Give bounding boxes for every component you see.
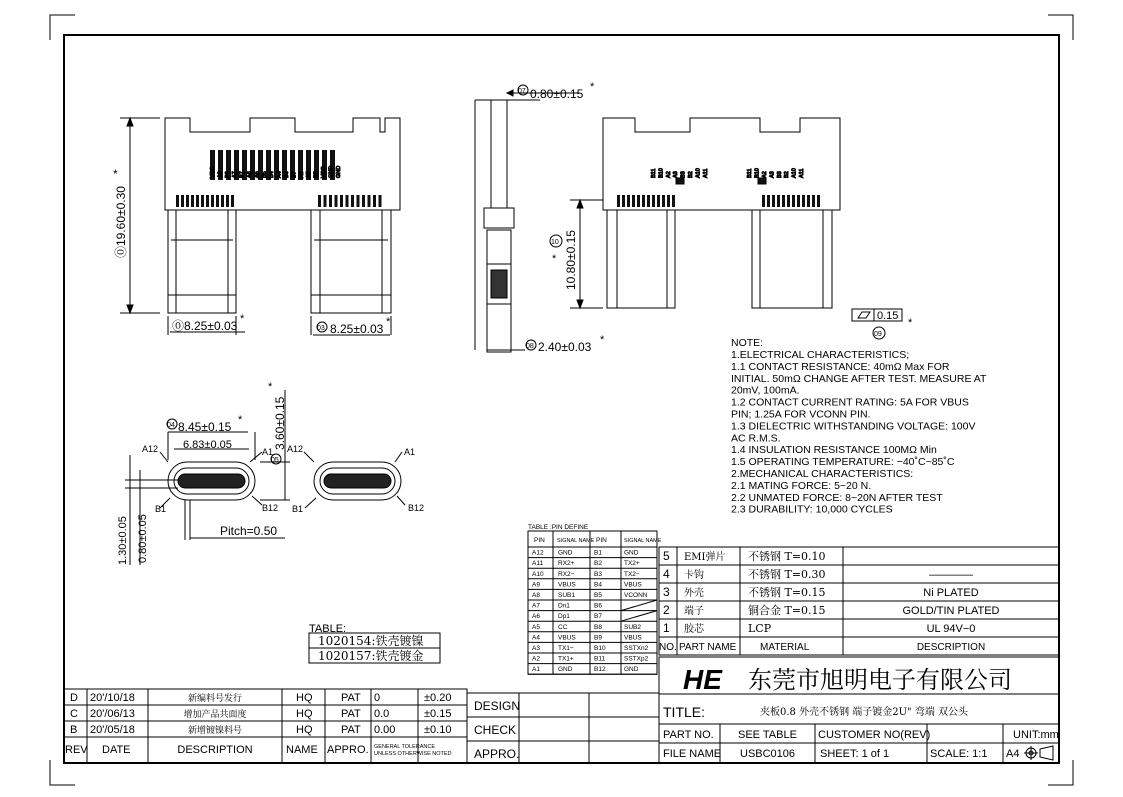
company-name: 东莞市旭明电子有限公司 xyxy=(748,666,1012,694)
front-pin-label: A6 xyxy=(298,171,305,178)
back-lead xyxy=(782,195,785,207)
back-lead xyxy=(647,195,650,207)
scale-label: SCALE: 1:1 xyxy=(930,748,988,760)
note-line: 1.2 CONTACT CURRENT RATING: 5A FOR VBUS xyxy=(731,396,969,409)
rev-tol: ±0.15 xyxy=(424,708,452,720)
front-lead xyxy=(216,195,219,207)
note-line: PIN; 1.25A FOR VCONN PIN. xyxy=(731,408,871,421)
pin-header: SIGNAL NAME xyxy=(624,538,662,544)
size-label: A4 xyxy=(1006,748,1020,760)
pin-cell: B8 xyxy=(594,623,602,631)
pin-cell: A12 xyxy=(532,549,544,557)
rev-range: 0.00 xyxy=(374,724,396,736)
appro-label: APPRO. xyxy=(474,747,520,761)
back-pin-label: B2 xyxy=(688,171,694,178)
note-line: 2.2 UNMATED FORCE: 8~20N AFTER TEST xyxy=(731,491,943,504)
front-lead xyxy=(206,195,209,207)
side-bottom-dim: 2.40±0.03 xyxy=(538,340,592,354)
star-flatness: * xyxy=(908,317,913,329)
front-pin-label: B6 xyxy=(284,171,290,178)
bom-part: 卡钩 xyxy=(684,570,704,581)
pin-header: SIGNAL NAME xyxy=(557,538,595,544)
front-lead xyxy=(196,195,199,207)
socket-label-a12-r: A12 xyxy=(287,444,304,454)
pin-cell: TX2+ xyxy=(624,560,640,568)
front-lead xyxy=(362,195,365,207)
pin-cell: B2 xyxy=(594,560,602,568)
front-lead xyxy=(340,195,343,207)
front-pin-label: A6 xyxy=(247,171,253,178)
back-lead xyxy=(767,195,770,207)
bom-no: 1 xyxy=(663,621,670,635)
rev-name: HQ xyxy=(296,692,313,704)
pin-cell: B6 xyxy=(594,602,602,610)
back-lead xyxy=(762,195,765,207)
front-lead xyxy=(335,195,338,207)
pin-cell: B11 xyxy=(594,655,606,663)
title-value: 夹板0.8 外壳不锈钢 端子镀金2U" 弯端 双公头 xyxy=(760,707,969,718)
front-pin-label: A5 xyxy=(306,171,313,178)
back-height-dim: 10.80±0.15 xyxy=(564,230,578,290)
rev-range: 0 xyxy=(374,692,381,704)
star-back: * xyxy=(552,253,557,265)
socket-label-b12-r: B12 xyxy=(408,503,425,513)
front-pin-label: B4 xyxy=(269,171,276,178)
back-lead xyxy=(792,195,795,207)
front-pin-label: VCC xyxy=(210,166,216,178)
back-lead xyxy=(637,195,640,207)
back-pin-label: A10 xyxy=(791,168,798,178)
pin-cell: B4 xyxy=(594,581,602,589)
star-side-top: * xyxy=(590,81,595,93)
back-lead xyxy=(802,195,805,207)
front-lead xyxy=(318,195,321,207)
bom-material: LCP xyxy=(748,622,772,635)
front-pin-label: B5 xyxy=(261,171,268,178)
pin-cell: A4 xyxy=(532,634,540,642)
balloon-07-text: 07 xyxy=(518,88,526,95)
pin-cell: RX2+ xyxy=(558,560,575,568)
bom-no: 5 xyxy=(663,549,670,563)
rev-header-name: NAME xyxy=(286,744,318,756)
pin-cell: VCONN xyxy=(624,592,648,599)
pin-cell: GND xyxy=(624,666,639,674)
bom-header-no: NO. xyxy=(659,642,677,653)
note-line: 1.1 CONTACT RESISTANCE: 40mΩ Max FOR xyxy=(731,360,950,373)
pin-cell: A6 xyxy=(532,613,540,621)
pin-cell: VBUS xyxy=(558,634,576,642)
rev-date: 20'/06/13 xyxy=(90,708,135,720)
rev-header-tol2: UNLESS OTHERWISE NOTED xyxy=(374,751,452,757)
back-pin-label: B2 xyxy=(784,171,791,178)
bom-no: 3 xyxy=(663,585,670,599)
rev-header-rev: REV xyxy=(65,744,88,756)
file-name-value: USBC0106 xyxy=(740,748,796,760)
front-width-left: ⓪8.25±0.03 xyxy=(172,319,238,333)
company-logo: HE xyxy=(683,664,722,695)
note-line: 1.3 DIELECTRIC WITHSTANDING VOLTAGE: 100V xyxy=(731,420,976,433)
notes-title: NOTE: xyxy=(731,337,764,349)
back-lead xyxy=(642,195,645,207)
star-socket-w: * xyxy=(238,414,243,426)
back-lead xyxy=(772,195,775,207)
back-lead xyxy=(812,195,815,207)
back-pin-label: B11 xyxy=(651,168,657,178)
pin-cell: A8 xyxy=(532,592,540,599)
note-line: 1.ELECTRICAL CHARACTERISTICS; xyxy=(731,349,910,361)
note-line: 2.MECHANICAL CHARACTERISTICS: xyxy=(731,468,914,480)
back-pin-label: B10 xyxy=(658,168,665,178)
front-lead xyxy=(351,195,354,207)
file-name-label: FILE NAME xyxy=(663,748,722,760)
rev-appro: PAT xyxy=(341,692,361,704)
front-pin-label: B7 xyxy=(291,171,298,178)
front-pin-label: B8 xyxy=(224,171,231,178)
pin-cell: CC xyxy=(558,623,568,631)
customer-label: CUSTOMER NO(REV) xyxy=(818,729,931,741)
part-no-label: PART NO. xyxy=(663,729,714,741)
back-pin-label: A11 xyxy=(702,168,709,178)
balloon-03-text: 03 xyxy=(317,325,325,332)
front-pin-label: A7 xyxy=(232,171,239,178)
back-pin-label: A2 xyxy=(665,171,672,178)
pin-cell: A2 xyxy=(532,655,540,663)
bom-desc: ———— xyxy=(929,569,973,581)
front-lead xyxy=(231,195,234,207)
sheet-label: SHEET: 1 of 1 xyxy=(820,748,890,760)
front-height-dim: ⓪19.60±0.30 xyxy=(114,186,128,258)
rev-tol: ±0.20 xyxy=(424,692,452,704)
rev-header-appro: APPRO. xyxy=(327,744,369,756)
front-lead xyxy=(357,195,360,207)
note-line: 2.3 DURABILITY: 10,000 CYCLES xyxy=(731,503,893,516)
back-lead xyxy=(662,195,665,207)
front-pin-label: GND xyxy=(335,165,342,178)
back-lead xyxy=(672,195,675,207)
rev-header-date: DATE xyxy=(102,744,131,756)
back-pin-label: A11 xyxy=(799,168,805,178)
rev-letter: D xyxy=(70,692,78,704)
rev-appro: PAT xyxy=(341,724,361,736)
front-pin-label: VCC xyxy=(321,166,327,178)
socket-label-a1-r: A1 xyxy=(404,447,416,457)
pin-header: PIN xyxy=(596,537,607,544)
bom-material: 不锈钢 T=0.10 xyxy=(748,550,826,563)
rev-header-desc: DESCRIPTION xyxy=(177,744,253,756)
pin-cell: RX2− xyxy=(558,570,575,578)
note-line: INITIAL. 50mΩ CHANGE AFTER TEST. MEASURE AT xyxy=(731,372,987,385)
bom-header-part: PART NAME xyxy=(679,642,737,653)
unit-label: UNIT:mm xyxy=(1013,729,1059,741)
front-lead xyxy=(379,195,382,207)
back-lead xyxy=(777,195,780,207)
balloon-10-text: 10 xyxy=(551,239,559,246)
rev-range: 0.0 xyxy=(374,708,390,720)
front-height-star: * xyxy=(113,167,118,181)
pin-table-title: TABLE :PIN DEFINE xyxy=(528,524,589,531)
back-lead xyxy=(622,195,625,207)
socket-width-outer: 8.45±0.15 xyxy=(178,420,232,434)
socket-pitch: Pitch=0.50 xyxy=(220,524,278,538)
bom-material: 铜合金 T=0.15 xyxy=(748,604,826,617)
note-line: 2.1 MATING FORCE: 5~20 N. xyxy=(731,479,872,492)
note-line: 1.4 INSULATION RESISTANCE 100MΩ Min xyxy=(731,444,937,457)
back-pin-label: A10 xyxy=(695,168,702,178)
pin-cell: TX2− xyxy=(624,570,640,578)
bom-part: 胶芯 xyxy=(684,624,704,635)
star-left: * xyxy=(240,313,245,325)
bom-desc: Ni PLATED xyxy=(923,587,979,599)
pin-cell: SUB1 xyxy=(558,592,575,599)
back-lead xyxy=(667,195,670,207)
front-lead xyxy=(329,195,332,207)
rev-desc: 增加产品共面度 xyxy=(183,710,247,720)
back-pin-label: B10 xyxy=(754,168,761,178)
pin-cell: VBUS xyxy=(624,634,642,642)
balloon-04-text: 04 xyxy=(167,422,175,429)
bom-header-material: MATERIAL xyxy=(760,642,810,653)
back-pin-label: A2 xyxy=(762,171,768,178)
socket-label-a12: A12 xyxy=(142,444,159,454)
back-pin-label: B3 xyxy=(776,171,783,178)
pin-cell: A5 xyxy=(532,623,540,631)
pin-cell: Dn1 xyxy=(558,602,570,610)
part-no-value: SEE TABLE xyxy=(738,729,797,741)
front-lead xyxy=(226,195,229,207)
note-line: 1.5 OPERATING TEMPERATURE: −40˚C~85˚C xyxy=(731,456,955,469)
note-line: AC R.M.S. xyxy=(731,432,781,445)
pin-cell: VBUS xyxy=(624,581,642,589)
bom-desc: GOLD/TIN PLATED xyxy=(902,605,1000,617)
back-lead xyxy=(627,195,630,207)
back-lead xyxy=(807,195,810,207)
pin-cell: A1 xyxy=(532,666,540,674)
pin-cell: A9 xyxy=(532,581,540,589)
front-lead xyxy=(373,195,376,207)
bom-no: 4 xyxy=(663,567,670,581)
front-lead xyxy=(186,195,189,207)
pin-cell: B12 xyxy=(594,666,606,674)
front-pin-label: GND xyxy=(328,165,335,178)
back-lead xyxy=(632,195,635,207)
socket-height: 3.60±0.15 xyxy=(273,396,287,450)
pin-cell: GND xyxy=(558,666,573,674)
front-lead xyxy=(346,195,349,207)
pin-cell: TX1+ xyxy=(558,655,574,663)
rev-header-tol1: GENERAL TOLERANCE xyxy=(374,744,436,750)
back-lead xyxy=(797,195,800,207)
back-pin-label: A3 xyxy=(769,171,776,178)
back-flatness: 0.15 xyxy=(877,310,899,322)
front-lead xyxy=(324,195,327,207)
bom-material: 不锈钢 T=0.15 xyxy=(748,586,826,599)
pin-cell: B7 xyxy=(594,613,602,621)
front-pin-label: A4 xyxy=(276,171,283,178)
pin-cell: B5 xyxy=(594,592,602,599)
pin-cell: A10 xyxy=(532,570,544,578)
front-lead xyxy=(368,195,371,207)
bom-material: 不锈钢 T=0.30 xyxy=(748,568,826,581)
pin-cell: A11 xyxy=(532,560,544,568)
star-socket-h: * xyxy=(268,381,273,393)
bom-desc: UL 94V−0 xyxy=(926,623,976,635)
bom-no: 2 xyxy=(663,603,670,617)
pin-cell: SSTXn2 xyxy=(624,645,649,652)
rev-letter: B xyxy=(70,724,78,736)
front-width-right: 8.25±0.03 xyxy=(330,322,384,336)
front-pin-label: B5 xyxy=(313,171,320,178)
side-thickness-dim: 0.80±0.15 xyxy=(530,87,584,101)
front-lead xyxy=(221,195,224,207)
plating-row-2: 1020157:铁壳镀金 xyxy=(318,649,424,663)
rev-desc: 新增镀镍料号 xyxy=(187,726,243,736)
back-lead xyxy=(657,195,660,207)
pin-cell: B9 xyxy=(594,634,602,642)
pin-header: PIN xyxy=(534,537,545,544)
back-pin-label: B11 xyxy=(747,168,754,178)
note-line: 20mV, 100mA. xyxy=(731,384,800,397)
design-label: DESIGN xyxy=(474,699,521,713)
balloon-09-text: 09 xyxy=(874,331,882,338)
front-lead xyxy=(176,195,179,207)
front-pin-label: A8 xyxy=(217,171,224,178)
socket-label-b12: B12 xyxy=(262,503,279,513)
pin-cell: GND xyxy=(624,549,639,557)
socket-label-a1: A1 xyxy=(262,447,274,457)
plating-row-1: 1020154:铁壳镀镍 xyxy=(318,634,424,648)
star-right: * xyxy=(386,316,391,328)
pin-cell: GND xyxy=(558,549,573,557)
front-pin-label: A5 xyxy=(254,171,261,178)
pin-cell: B10 xyxy=(594,645,606,652)
title-label: TITLE: xyxy=(663,704,706,720)
rev-date: 20'/05/18 xyxy=(90,724,135,736)
socket-dim-b: 0.80±0.05 xyxy=(137,514,149,563)
pin-cell: SSTXp2 xyxy=(624,655,649,663)
back-lead xyxy=(652,195,655,207)
bom-header-desc: DESCRIPTION xyxy=(916,642,986,653)
rev-name: HQ xyxy=(296,724,313,736)
socket-dim-a: 1.30±0.05 xyxy=(117,516,129,565)
front-lead xyxy=(211,195,214,207)
socket-width-inner: 6.83±0.05 xyxy=(183,439,232,451)
balloon-08-text: 08 xyxy=(526,343,534,350)
pin-cell: Dp1 xyxy=(558,613,570,621)
plating-table-title: TABLE: xyxy=(309,623,347,635)
rev-letter: C xyxy=(70,708,78,720)
bom-part: 端子 xyxy=(684,606,704,617)
pin-cell: SUB2 xyxy=(624,623,641,631)
rev-desc: 新编料号发行 xyxy=(187,694,243,704)
bom-part: EMI弹片 xyxy=(684,552,726,563)
socket-label-b1: B1 xyxy=(155,504,167,514)
front-lead xyxy=(181,195,184,207)
pin-cell: A7 xyxy=(532,602,540,610)
back-lead xyxy=(817,195,820,207)
rev-name: HQ xyxy=(296,708,313,720)
back-pin-label: A3 xyxy=(673,171,680,178)
pin-cell: B3 xyxy=(594,570,602,578)
back-lead xyxy=(787,195,790,207)
back-pin-label: B3 xyxy=(680,171,687,178)
star-side-bottom: * xyxy=(600,334,605,346)
pin-cell: A3 xyxy=(532,645,540,652)
pin-cell: TX1− xyxy=(558,645,574,652)
check-label: CHECK xyxy=(474,723,517,737)
front-pin-label: B7 xyxy=(239,171,246,178)
pin-cell: VBUS xyxy=(558,581,576,589)
back-lead xyxy=(617,195,620,207)
rev-tol: ±0.10 xyxy=(424,724,452,736)
bom-part: 外壳 xyxy=(684,588,704,599)
front-lead xyxy=(191,195,194,207)
balloon-05-text: 05 xyxy=(271,457,279,464)
socket-label-b1-r: B1 xyxy=(292,504,304,514)
front-lead xyxy=(201,195,204,207)
rev-date: 20'/10/18 xyxy=(90,692,135,704)
pin-cell: B1 xyxy=(594,549,602,557)
rev-appro: PAT xyxy=(341,708,361,720)
